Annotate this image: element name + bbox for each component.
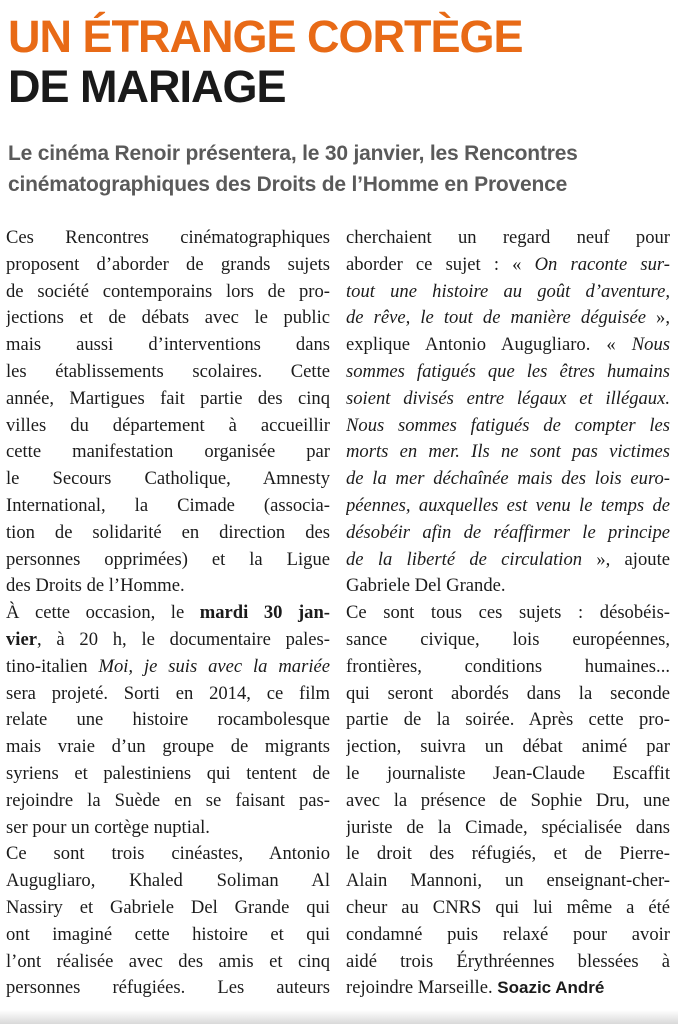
text-line [346, 359, 670, 386]
quote-text: péennes, auxquelles est venu le temps de [346, 494, 670, 516]
subtitle-line-2: cinématographiques des Droits de l’Homme en Provence [8, 173, 568, 196]
quote-text: de la liberté de circulation [346, 548, 583, 570]
quote-text: soient divisés entre légaux et illégaux. [346, 387, 670, 409]
text-line: cheur au CNRS qui lui même a été [346, 896, 670, 918]
text-line [346, 305, 670, 332]
quote-text: désobéir afin de réaffirmer le principe [346, 521, 670, 543]
text-line: Ces Rencontres cinématographiques [6, 227, 330, 248]
text-line: jection, suivra un débat animé par [346, 736, 670, 758]
text-line [346, 975, 670, 1002]
text-line: proposent d’aborder de grands sujets [6, 253, 330, 275]
text-line [346, 439, 670, 466]
text-line: Augugliaro, Khaled Soliman Al [6, 870, 330, 892]
event-date-continued: vier [6, 628, 37, 650]
text-line: année, Martigues fait partie des cinq [6, 387, 330, 409]
text-line: Ce sont trois cinéastes, Antonio [6, 843, 330, 865]
text-line [346, 547, 670, 574]
text-line: cherchaient un regard neuf pour [346, 227, 670, 248]
text-line [346, 279, 670, 306]
headline-line-1: UN ÉTRANGE CORTÈGE [8, 11, 523, 62]
text-line: partie de la soirée. Après cette pro- [346, 709, 670, 731]
page-bottom-shadow [0, 1010, 678, 1024]
text-line: cette manifestation organisée par [6, 441, 330, 463]
article-left-column [6, 225, 330, 1002]
text-line [346, 252, 670, 279]
text-line: aidé trois Érythréennes blessées à [346, 950, 670, 972]
author-signature: Soazic André [497, 978, 605, 998]
text-line [6, 600, 330, 627]
text-line: Ce sont tous ces sujets : désobéis- [346, 602, 670, 624]
quote-text: On raconte sur- [534, 253, 670, 275]
text-line: des Droits de l’Homme. [6, 575, 185, 597]
text-line [346, 332, 670, 359]
event-date: mardi 30 jan- [199, 602, 330, 624]
headline [8, 11, 673, 112]
text-line: sera projeté. Sorti en 2014, ce film [6, 682, 330, 704]
subtitle-line-1: Le cinéma Renoir présentera, le 30 janvier, les Rencontres [8, 142, 578, 165]
text-line: tion de solidarité en direction des [6, 521, 330, 543]
text-line: qui seront abordés dans la seconde [346, 682, 670, 704]
text-segment: , à 20 h, le documentaire pales- [36, 628, 330, 650]
text-line: personnes opprimées) et la Ligue [6, 548, 330, 570]
quote-text: sommes fatigués que les êtres humains [346, 360, 670, 382]
text-line: juriste de la Cimade, spécialisée dans [346, 816, 670, 838]
subtitle [8, 138, 674, 200]
text-line [346, 493, 670, 520]
text-line: l’ont réalisée avec des amis et cinq [6, 950, 330, 972]
text-line: International, la Cimade (associa- [6, 494, 330, 516]
text-line: les établissements scolaires. Cette [6, 360, 330, 382]
text-line: ont imaginé cette histoire et qui [6, 923, 330, 945]
text-line: Alain Mannoni, un enseignant-cher- [346, 870, 670, 892]
text-segment: explique Antonio Augugliaro. « [346, 334, 632, 356]
quote-text: tout une histoire au goût d’aventure, [346, 280, 670, 302]
text-line: relate une histoire rocambolesque [6, 709, 330, 731]
text-segment: rejoindre Marseille. [346, 977, 498, 999]
headline-line-2: DE MARIAGE [8, 61, 286, 112]
text-line: rejoindre la Suède en se faisant pas- [6, 789, 330, 811]
film-title: Moi, je suis avec la mariée [98, 655, 330, 677]
quote-text: de la mer déchaînée mais des lois euro- [346, 468, 670, 490]
text-segment: », [645, 307, 670, 329]
text-line: le droit des réfugiés, et de Pierre- [346, 843, 670, 865]
text-line [6, 627, 330, 654]
text-segment: », ajoute [582, 548, 670, 570]
text-line [6, 654, 330, 681]
text-segment: À cette occasion, le [6, 602, 200, 624]
text-line [346, 520, 670, 547]
text-line: Nassiry et Gabriele Del Grande qui [6, 896, 330, 918]
text-line: de société contemporains lors de pro- [6, 280, 330, 302]
quote-text: morts en mer. Ils ne sont pas victimes [346, 441, 670, 463]
text-line: condamné puis relaxé pour avoir [346, 923, 670, 945]
text-line: villes du département à accueillir [6, 414, 330, 436]
text-line: mais vraie d’un groupe de migrants [6, 736, 330, 758]
text-line: le journaliste Jean-Claude Escaffit [346, 762, 670, 784]
quote-text: Nous [631, 334, 670, 356]
text-line: ser pour un cortège nuptial. [6, 816, 210, 838]
text-line: personnes réfugiées. Les auteurs [6, 977, 330, 999]
quote-text: Nous sommes fatigués de compter les [346, 414, 670, 436]
article-right-column [346, 225, 670, 1002]
text-line: jections et de débats avec le public [6, 307, 330, 329]
text-line: Gabriele Del Grande. [346, 575, 506, 597]
text-line [346, 466, 670, 493]
text-line [346, 386, 670, 413]
text-line: syriens et palestiniens qui tentent de [6, 762, 330, 784]
quote-text: de rêve, le tout de manière déguisée [346, 307, 646, 329]
text-line: le Secours Catholique, Amnesty [6, 468, 330, 490]
text-line: avec la présence de Sophie Dru, une [346, 789, 670, 811]
text-line: mais aussi d’interventions dans [6, 334, 330, 356]
text-line: sance civique, lois européennes, [346, 628, 670, 650]
text-segment: aborder ce sujet : « [346, 253, 535, 275]
text-line [346, 413, 670, 440]
text-line: frontières, conditions humaines... [346, 655, 670, 677]
text-segment: tino-italien [6, 655, 99, 677]
